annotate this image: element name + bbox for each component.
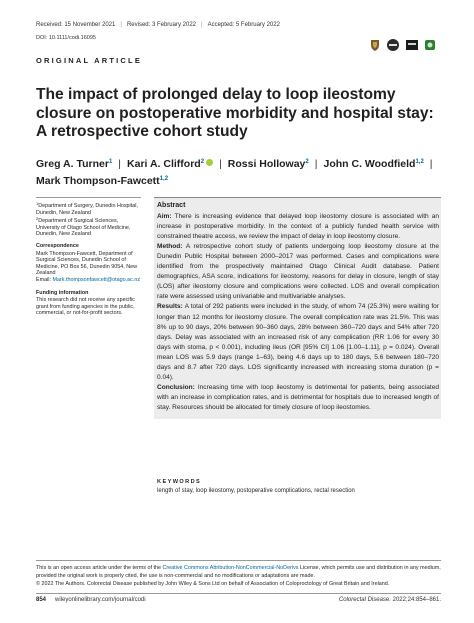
accepted-date: Accepted: 5 February 2022 [207, 22, 280, 28]
abstract-divider [154, 197, 441, 198]
correspondence-email-link[interactable]: Mark.thompsonfawcett@otago.ac.nz [52, 276, 141, 283]
publication-dates: Received: 15 November 2021 | Revised: 3 February 2022 | Accepted: 5 February 2022 [36, 22, 280, 28]
received-date: Received: 15 November 2021 [36, 22, 116, 28]
author-affiliation-ref: 1,2 [159, 175, 169, 182]
author-name[interactable]: Rossi Holloway [227, 158, 306, 170]
revised-date: Revised: 3 February 2022 [126, 22, 196, 28]
author-affiliation-ref: 1,2 [415, 159, 424, 165]
citation-volume: 2022;24:854–861. [392, 597, 441, 603]
page-number: 854 [36, 597, 47, 603]
society-logos [369, 38, 436, 52]
affiliation-1: $^1$Department of Surgery, Dunedin Hospital, Dunedin, New Zealand [36, 201, 138, 216]
funding-block [36, 290, 141, 317]
license-link[interactable]: Creative Commons Attribution-NonCommercial-NoDerivs [162, 565, 299, 571]
abstract-results: Results: A total of 292 patients were included in the study, of whom 74 (25.3%) were waiting for longer than 12 months for ileostomy closure. The overall complication rate was 21.5%. This was 8% up to 90 days, 20% between 90–360 days, 28% between 360–720 days and 54% after 720 days. Delay was associated with an increased risk of any complication (RR 1.06 for every 30 days with stoma, p < 0.001), including ileus (OR [95% CI] 1.06 [1.00–1.11], p = 0.024). Overall mean LOS was 5.9 days (range 1–63), being 4.6 days up to 180 days, 5.6 between 180–720 days and 8.7 after 720 days. LOS significantly increased with increasing stoma duration (p = 0.04). [157, 303, 439, 381]
green-society-logo-icon [424, 38, 436, 52]
doi[interactable]: DOI: 10.1111/codi.16095 [36, 35, 96, 41]
author-list: Greg A. Turner$^1$ | Kari A. Clifford$^2$ | Rossi Holloway$^2$ | John C. Woodfield$^{1,2}$ | Mark Thompson-Fawcett$^{1,2}$ [36, 158, 433, 187]
abstract-box [154, 197, 441, 419]
affiliation-2: $^2$Department of Surgical Sciences, University of Otago School of Medicine, Dunedin, New Zealand [36, 216, 131, 238]
funding-text: This research did not receive any specific grant from funding agencies in the public, commercial, or not-for-profit sectors. [36, 297, 135, 317]
footer-divider [36, 593, 441, 594]
crest-logo-icon [369, 38, 381, 52]
abstract-aim: Aim: There is increasing evidence that delayed loop ileostomy closure is associated with an increase in postoperative morbidity. In the context of a publicly funded health service with constrained theatre access, we review the impact of delay in loop ileostomy closure. [157, 213, 439, 241]
journal-name: Colorectal Disease. [338, 597, 391, 603]
abstract-method: Method: A retrospective cohort study of patients undergoing loop ileostomy closure at the Dunedin Public Hospital between 2000–2017 was performed. Cases and complications were identified from the prospectively maintained Otago Clinical Audit database. Patient demographics, ASA score, indications for ileostomy, reasons for delay in closure, length of stay (LOS) after ileostomy closure and complications were collected. LOS and overall complication rate were assessed using univariable and multivariable analyses. [157, 243, 439, 301]
license-notice: This is an open access article under the terms of the Creative Commons Attribution-NonCommercial-NoDerivs License, which permits use and distribution in any medium, provided the original work is properly cited, the use is non-commercial and no modifications or adaptations are made. © 2022 The Authors. Colorectal Disease published by John Wiley & Sons Ltd on behalf of Association of Coloproctology of Great Britain and Ireland. [36, 565, 441, 588]
acpgbi-logo-icon [405, 38, 419, 52]
correspondence-block [36, 243, 141, 284]
copyright-text: © 2022 The Authors. Colorectal Disease published by John Wiley & Sons Ltd on behalf of Association of Coloproctology of Great Britain and Ireland. [36, 581, 390, 588]
keywords-block [157, 478, 444, 495]
escp-logo-icon [386, 38, 400, 52]
correspondence-email-row: Email: Mark.thompsonfawcett@otago.ac.nz [36, 276, 141, 283]
keywords-heading: KEYWORDS [157, 479, 202, 485]
correspondence-heading: Correspondence [36, 242, 79, 249]
funding-heading: Funding information [36, 289, 89, 296]
author-affiliation-ref: 1 [108, 159, 113, 165]
article-type-label: ORIGINAL ARTICLE [36, 56, 143, 65]
keywords-text: length of stay, loop ileostomy, postoperative complications, rectal resection [157, 487, 355, 494]
affiliations [36, 201, 141, 238]
journal-citation [339, 597, 441, 603]
article-title: The impact of prolonged delay to loop ileostomy closure on postoperative morbidity and hospital stay: A retrospective cohort study [36, 86, 434, 140]
abstract-conclusion: Conclusion: Increasing time with loop ileostomy is detrimental for patients, being associated with an increase in complication rates, and is detrimental for hospitals due to increased length of stay. Resources should be allocated for timely closure of loop ileostomies. [157, 383, 439, 411]
author-name[interactable]: Greg A. Turner [36, 158, 109, 170]
license-divider [36, 560, 441, 561]
correspondence-address: Mark Thompson-Fawcett, Department of Surgical Sciences, Dunedin School of Medicine, PO Box 56, Dunedin 9054, New Zealand [36, 250, 137, 277]
article-sidebar [36, 197, 141, 323]
orcid-icon[interactable] [206, 159, 213, 166]
journal-website-link[interactable]: wileyonlinelibrary.com/journal/codi [55, 597, 146, 603]
sidebar-divider [36, 197, 141, 198]
abstract-heading: Abstract [157, 202, 186, 209]
author-name[interactable]: John C. Woodfield [323, 158, 416, 170]
author-name[interactable]: Kari A. Clifford [127, 158, 201, 170]
author-affiliation-ref: 2 [305, 159, 309, 165]
author-affiliation-ref: 2 [200, 159, 205, 165]
author-name[interactable]: Mark Thompson-Fawcett [36, 174, 160, 187]
